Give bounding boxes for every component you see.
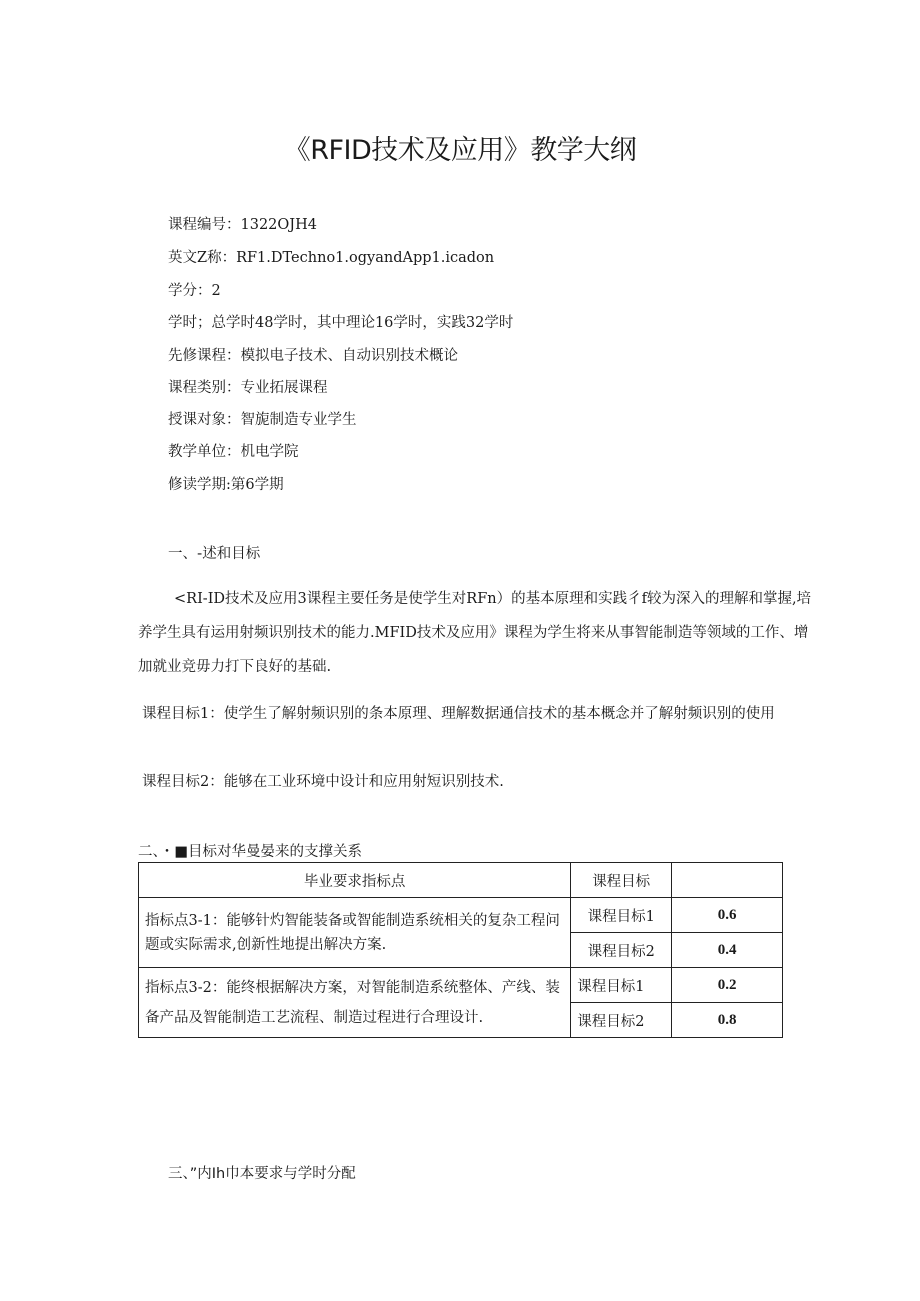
course-goal-1: 课程目标1：使学生了解射频识别的条本原理、理解数据通信技术的基本概念并了解射频识别的使用 [142,706,775,722]
goal-support-table [138,862,783,1038]
goal-cell: 课程目标2 [571,1003,672,1038]
section-1-heading: 一、-述和目标 [168,546,261,562]
section-3-heading: 三、”内Ih巾本要求与学时分配 [168,1166,356,1182]
table-row [139,898,783,933]
weight-cell: 0.4 [672,933,783,968]
indicator-3-1: 指标点3-1：能够针灼智能装备或智能制造系统相关的复杂工程问题或实际需求,创新性地提出解决方案. [139,898,571,968]
header-course-goal: 课程目标 [571,863,672,898]
table-header-row [139,863,783,898]
indicator-3-2: 指标点3-2：能终根据解决方案，对智能制造系统整体、产线、装备产品及智能制造工艺流程、制造过程进行合理设计. [139,968,571,1038]
section-2-heading: 二、・■目标对华曼晏来的支撑关系 [138,844,362,860]
course-code: 课程编号：1322OJH4 [168,217,317,233]
goal-cell: 课程目标1 [571,968,672,1003]
goal-cell: 课程目标2 [571,933,672,968]
document-title: 《RFID技术及应用》教学大纲 [283,135,637,166]
weight-cell: 0.2 [672,968,783,1003]
english-name: 英文Z称：RF1.DTechno1.ogyandApp1.icadon [168,250,495,266]
table-row [139,968,783,1003]
course-category: 课程类别：专业拓展课程 [168,380,328,396]
teaching-unit: 教学单位：机电学院 [168,444,299,460]
course-goal-2: 课程目标2：能够在工业环境中设计和应用射短识别技术. [142,774,504,790]
weight-cell: 0.8 [672,1003,783,1038]
header-empty [672,863,783,898]
prerequisites: 先修课程：模拟电子技术、自动识别技术概论 [168,348,458,364]
section-1-paragraph: <RI-ID技术及应用3课程主要任务是使学生对RFn）的基本原理和实践彳f较为深入的理解和掌握,培养学生具有运用射频识别技术的能力.MFID技术及应用》课程为学生将来从事智能制造等领域的工作、增加就业竞毋力打下良好的基础. [138,591,812,675]
goal-cell: 课程目标1 [571,898,672,933]
weight-cell: 0.6 [672,898,783,933]
semester: 修读学期:第6学期 [168,477,284,493]
credits: 学分：2 [168,283,221,299]
class-hours: 学时；总学时48学时，其中理论16学时，实践32学时 [168,315,514,331]
target-students: 授课对象：智旎制造专业学生 [168,412,357,428]
header-indicator: 毕业要求指标点 [139,863,571,898]
